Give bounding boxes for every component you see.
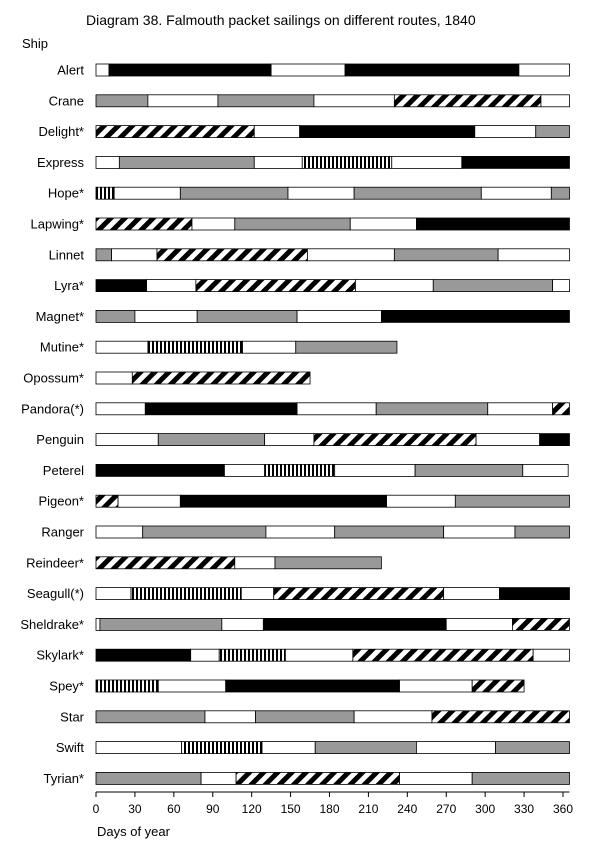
sailing-segment-bar [96, 310, 135, 322]
sailing-segment-bar [381, 310, 569, 322]
ship-label: Sheldrake* [20, 616, 84, 632]
sailing-segment-bar [296, 341, 397, 353]
ship-label: Reindeer* [26, 555, 84, 571]
sailing-segment-bar [345, 64, 519, 76]
sailing-segment-bar [314, 95, 394, 107]
sailing-segment-bar [481, 187, 551, 199]
sailing-segment-bar [462, 156, 570, 168]
sailing-segment-bar [196, 280, 356, 292]
sailing-segment-bar [536, 126, 570, 138]
sailing-segment-bar [512, 618, 569, 630]
x-tick-label: 90 [206, 802, 220, 816]
ship-label: Magnet* [35, 308, 84, 324]
sailing-segment-bar [444, 588, 500, 600]
ship-label: Seagull(*) [26, 586, 84, 602]
sailing-segment-bar [158, 680, 225, 692]
sailing-segment-bar [191, 649, 220, 661]
sailing-segment-bar [96, 341, 148, 353]
sailing-segment-bar [355, 280, 433, 292]
sailing-segment-bar [432, 711, 569, 723]
sailing-segment-bar [96, 495, 118, 507]
sailing-segment-bar [415, 464, 523, 476]
sailing-segment-bar [262, 742, 315, 754]
sailing-segment-bar [226, 680, 400, 692]
x-tick-label: 0 [92, 802, 100, 816]
sailing-segment-bar [96, 187, 114, 199]
ship-label: Mutine* [39, 339, 84, 355]
sailing-segment-bar [135, 310, 197, 322]
sailing-segment-bar [96, 557, 235, 569]
ship-label: Linnet [48, 247, 84, 263]
sailing-segment-bar [197, 310, 297, 322]
sailing-segment-bar [96, 249, 112, 261]
x-tick-label: 240 [397, 802, 418, 816]
sailing-segment-bar [455, 495, 569, 507]
ship-label: Opossum* [23, 370, 84, 386]
x-axis [93, 792, 574, 816]
sailing-segment-bar [300, 126, 475, 138]
sailing-segment-bar [472, 772, 569, 784]
ship-label: Crane [48, 93, 84, 109]
x-tick-label: 210 [358, 802, 379, 816]
sailing-segment-bar [235, 218, 350, 230]
sailing-segment-bar [265, 434, 314, 446]
sailing-segment-bar [553, 280, 570, 292]
sailing-segment-bar [96, 649, 191, 661]
sailing-segment-bar [498, 249, 569, 261]
sailing-segment-bar [96, 711, 205, 723]
sailing-segment-bar [241, 588, 273, 600]
sailing-segment-bar [444, 526, 515, 538]
ship-label: Delight* [38, 124, 84, 140]
ship-label: Ranger [41, 524, 84, 540]
sailing-segment-bar [416, 218, 569, 230]
sailing-segment-bar [496, 742, 570, 754]
sailing-segment-bar [145, 403, 297, 415]
x-tick-label: 360 [552, 802, 574, 816]
sailing-segment-bar [387, 495, 456, 507]
sailing-segment-bar [271, 64, 345, 76]
sailing-segment-bar [540, 434, 570, 446]
ship-label: Skylark* [36, 647, 84, 663]
sailing-segment-bar [515, 526, 569, 538]
sailing-segment-bar [96, 680, 158, 692]
ship-label: Penguin [36, 432, 84, 448]
sailing-segment-bar [533, 649, 569, 661]
sailing-segment-bar [100, 618, 222, 630]
ship-label: Hope* [47, 185, 84, 201]
ship-label: Lapwing* [30, 216, 84, 232]
ship-label: Pandora(*) [21, 401, 84, 417]
sailing-segment-bar [235, 557, 275, 569]
sailing-segment-bar [433, 280, 552, 292]
sailing-segment-bar [297, 310, 381, 322]
sailing-segment-bar [109, 64, 271, 76]
sailing-segment-bar [314, 434, 476, 446]
sailing-segment-bar [476, 434, 540, 446]
x-tick-label: 300 [475, 802, 496, 816]
sailing-segment-bar [354, 711, 432, 723]
sailing-segment-bar [275, 557, 381, 569]
sailing-segment-bar [143, 526, 266, 538]
sailing-segment-bar [400, 680, 473, 692]
sailing-segment-bar [96, 464, 224, 476]
sailing-segment-bar [392, 156, 462, 168]
sailing-segment-bar [96, 126, 254, 138]
sailing-segment-bar [488, 403, 553, 415]
ship-label: Star [60, 709, 84, 725]
sailing-segment-bar [180, 495, 386, 507]
sailing-segment-bar [265, 464, 335, 476]
x-tick-label: 270 [436, 802, 457, 816]
sailing-segment-bar [219, 649, 285, 661]
sailing-segment-bar [288, 187, 354, 199]
sailing-segment-bar [394, 95, 541, 107]
sailing-segment-bar [519, 64, 570, 76]
sailing-segment-bar [112, 249, 157, 261]
sailing-segment-bar [256, 711, 355, 723]
sailing-segment-bar [180, 187, 288, 199]
ship-label: Lyra* [54, 278, 84, 294]
sailing-segment-bar [158, 434, 264, 446]
sailing-segment-bar [96, 403, 145, 415]
sailing-segment-bar [243, 341, 296, 353]
x-tick-label: 30 [128, 802, 142, 816]
sailing-segment-bar [285, 649, 352, 661]
sailing-segment-bar [266, 526, 335, 538]
sailing-segment-bar [254, 126, 299, 138]
ship-label: Spey* [49, 678, 84, 694]
sailing-segment-bar [353, 649, 533, 661]
sailing-segment-bar [96, 588, 131, 600]
sailing-segment-bar [96, 772, 201, 784]
x-axis-title: Days of year [97, 824, 170, 839]
sailing-segment-bar [96, 434, 158, 446]
sailing-segment-bar [96, 618, 100, 630]
sailing-segment-bar [354, 187, 481, 199]
sailing-segment-bar [96, 64, 109, 76]
sailing-segment-bar [96, 526, 143, 538]
ship-label: Express [37, 154, 84, 170]
ship-label: Pigeon* [38, 493, 84, 509]
sailing-segment-bar [315, 742, 416, 754]
sailing-segment-bar [523, 464, 568, 476]
sailing-segment-bar [192, 218, 235, 230]
y-axis-title: Ship [22, 36, 49, 51]
sailing-segment-bar [148, 341, 243, 353]
sailing-segment-bar [446, 618, 512, 630]
ship-label: Tyrian* [43, 770, 84, 786]
sailing-segment-bar [335, 526, 444, 538]
sailing-segment-bar [224, 464, 264, 476]
sailing-segment-bar [222, 618, 264, 630]
sailing-segment-bar [551, 187, 569, 199]
sailing-segment-bar [472, 680, 524, 692]
x-tick-label: 150 [280, 802, 301, 816]
x-tick-label: 330 [514, 802, 535, 816]
sailing-segment-bar [307, 249, 394, 261]
sailing-segment-bar [394, 249, 498, 261]
sailing-segment-bar [274, 588, 444, 600]
x-tick-label: 60 [167, 802, 181, 816]
sailing-segment-bar [236, 772, 399, 784]
sailing-segment-bar [475, 126, 536, 138]
sailing-segment-bar [114, 187, 180, 199]
sailing-segment-bar [499, 588, 569, 600]
ship-label: Alert [57, 62, 84, 78]
sailing-segment-bar [400, 772, 473, 784]
sailing-segment-bar [132, 372, 310, 384]
sailing-segment-bar [201, 772, 236, 784]
sailing-segment-bar [118, 495, 180, 507]
sailing-segment-bar [96, 218, 192, 230]
sailing-segment-bar [205, 711, 256, 723]
ship-label: Swift [55, 740, 84, 756]
sailing-segment-bar [96, 742, 182, 754]
x-tick-label: 120 [241, 802, 262, 816]
sailing-segment-bar [302, 156, 392, 168]
sailing-segment-bar [263, 618, 446, 630]
bars-group [96, 64, 569, 784]
sailing-segment-bar [147, 280, 196, 292]
sailing-segment-bar [254, 156, 302, 168]
sailing-segment-bar [96, 372, 132, 384]
sailing-segment-bar [350, 218, 416, 230]
sailing-segment-bar [218, 95, 314, 107]
sailing-segment-bar [96, 95, 148, 107]
sailing-segment-bar [148, 95, 218, 107]
sailing-segment-bar [553, 403, 570, 415]
sailing-segment-bar [376, 403, 488, 415]
sailing-segment-bar [131, 588, 241, 600]
sailing-segment-bar [119, 156, 254, 168]
sailing-segment-bar [541, 95, 570, 107]
ship-label: Peterel [42, 462, 84, 478]
sailing-segment-bar [416, 742, 495, 754]
sailing-segment-bar [96, 156, 119, 168]
sailing-segment-bar [297, 403, 376, 415]
sailing-segment-bar [157, 249, 307, 261]
x-tick-label: 180 [319, 802, 340, 816]
ship-labels-group [20, 63, 84, 786]
sailing-segment-bar [96, 280, 147, 292]
chart-title: Diagram 38. Falmouth packet sailings on different routes, 1840 [86, 12, 476, 28]
sailing-segment-bar [182, 742, 262, 754]
sailing-segment-bar [335, 464, 415, 476]
